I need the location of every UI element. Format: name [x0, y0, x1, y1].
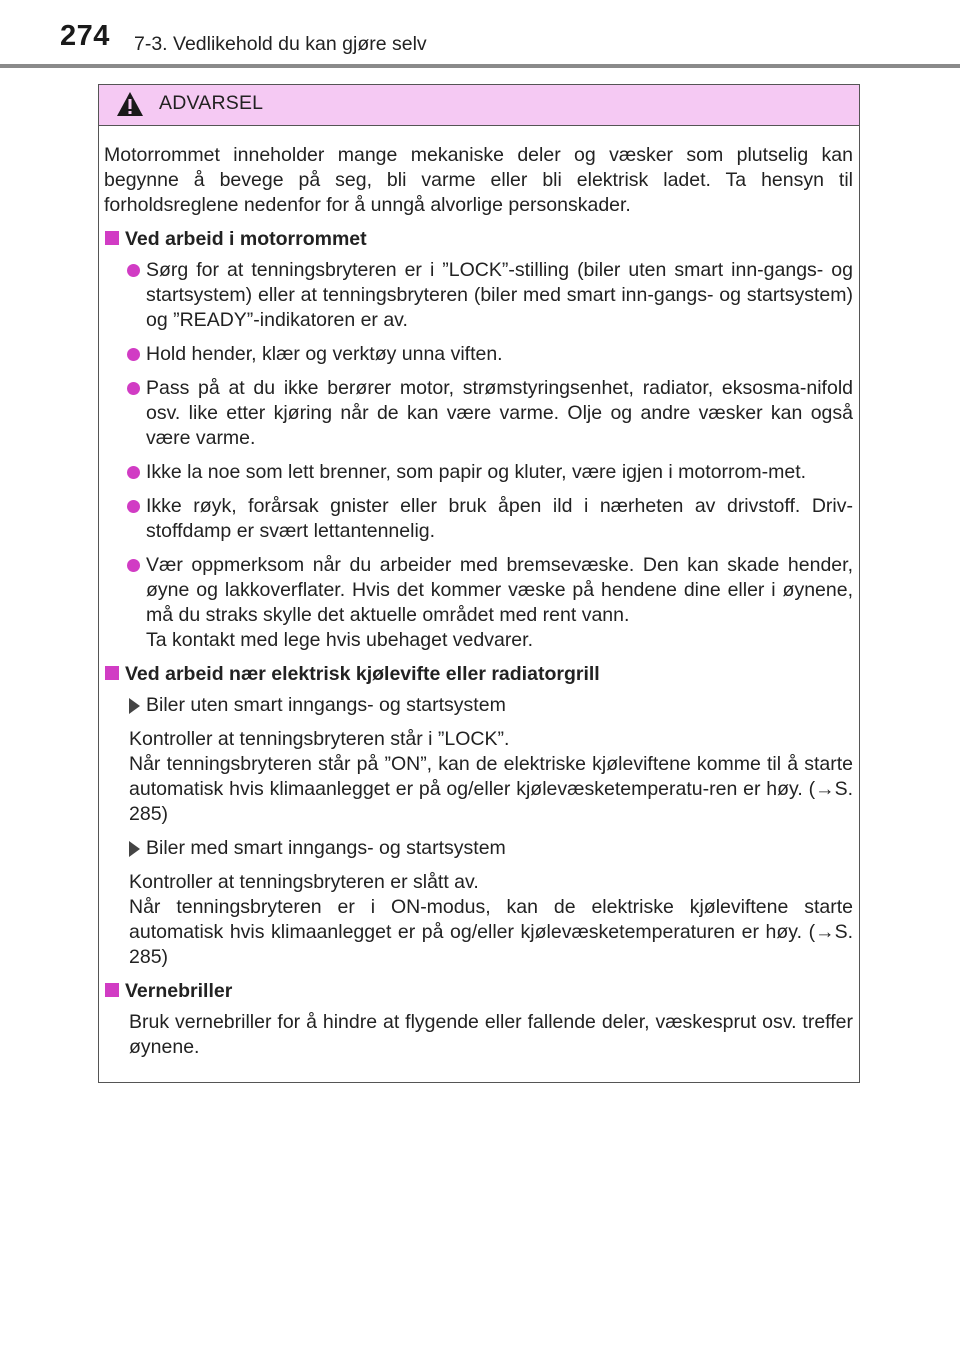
paragraph: Når tenningsbryteren er i ON-modus, kan de elektriske kjøleviftene starte automatisk hvis klimaanlegget er på og/eller kjølevæsketemperaturen er høy. (→S. 285) — [129, 896, 853, 968]
section-heading-engine — [104, 227, 853, 252]
warning-title: ADVARSEL — [159, 92, 264, 114]
list-item: Pass på at du ikke berører motor, strømstyringsenhet, radiator, eksosma-nifold osv. like etter kjøring når de kan være varme. Olje og andre væsker kan også være varme. — [104, 376, 853, 451]
section-title: 7-3. Vedlikehold du kan gjøre selv — [134, 33, 427, 55]
circle-bullet-icon — [127, 348, 140, 361]
list-item: Ikke la noe som lett brenner, som papir og kluter, være igjen i motorrom-met. — [104, 460, 853, 485]
heading-text: Ved arbeid i motorrommet — [125, 228, 367, 250]
section-heading-cooling-fan — [104, 662, 853, 687]
circle-bullet-icon — [127, 466, 140, 479]
square-bullet-icon — [105, 666, 119, 680]
triangle-arrow-icon — [129, 841, 140, 857]
heading-text: Vernebriller — [125, 980, 233, 1002]
paragraph: Bruk vernebriller for å hindre at flygende eller fallende deler, væskesprut osv. treffer øynene. — [129, 1011, 853, 1058]
header-rule — [0, 64, 960, 68]
warning-triangle-icon — [116, 91, 144, 117]
square-bullet-icon — [105, 983, 119, 997]
page-header — [0, 0, 960, 70]
warning-content — [99, 126, 859, 1060]
list-item: Hold hender, klær og verktøy unna viften. — [104, 342, 853, 367]
list-item: Vær oppmerksom når du arbeider med bremsevæske. Den kan skade hender, øyne og lakkoverflater. Hvis det kommer væske på hendene dine eller i øynene, må du straks skylle det aktuelle området med rent vann. Ta kontakt med lege hvis ubehaget vedvarer. — [104, 553, 853, 653]
heading-text: Ved arbeid nær elektrisk kjølevifte eller radiatorgrill — [125, 663, 600, 685]
circle-bullet-icon — [127, 382, 140, 395]
warning-header — [99, 85, 859, 126]
sub-heading-without-smart: Biler uten smart inngangs- og startsystem — [104, 693, 853, 718]
section-heading-goggles — [104, 979, 853, 1004]
circle-bullet-icon — [127, 500, 140, 513]
intro-paragraph: Motorrommet inneholder mange mekaniske deler og væsker som plutselig kan begynne å bevege på seg, bli varme eller bli elektrisk ladet. Ta hensyn til forholdsreglene nedenfor for å unngå alvorlige personskader. — [104, 144, 853, 216]
sub-heading-with-smart: Biler med smart inngangs- og startsystem — [104, 836, 853, 861]
page-number: 274 — [60, 20, 110, 52]
paragraph: Når tenningsbryteren står på ”ON”, kan de elektriske kjøleviftene komme til å starte automatisk hvis klimaanlegget er på og/eller kjølevæsketemperatu-ren er høy. (→S. 285) — [129, 753, 853, 825]
triangle-arrow-icon — [129, 698, 140, 714]
list-item: Sørg for at tenningsbryteren er i ”LOCK”-stilling (biler uten smart inn-gangs- og startsystem) eller at tenningsbryteren (biler med smart inn-gangs- og startsystem) og ”READY”-indikatoren er av. — [104, 258, 853, 333]
circle-bullet-icon — [127, 264, 140, 277]
paragraph: Kontroller at tenningsbryteren står i ”LOCK”. — [129, 728, 510, 750]
list-item: Ikke røyk, forårsak gnister eller bruk åpen ild i nærheten av drivstoff. Driv-stoffdamp er svært lettantennelig. — [104, 494, 853, 544]
square-bullet-icon — [105, 231, 119, 245]
paragraph: Kontroller at tenningsbryteren er slått av. — [129, 871, 479, 893]
warning-box — [98, 84, 860, 1083]
circle-bullet-icon — [127, 559, 140, 572]
